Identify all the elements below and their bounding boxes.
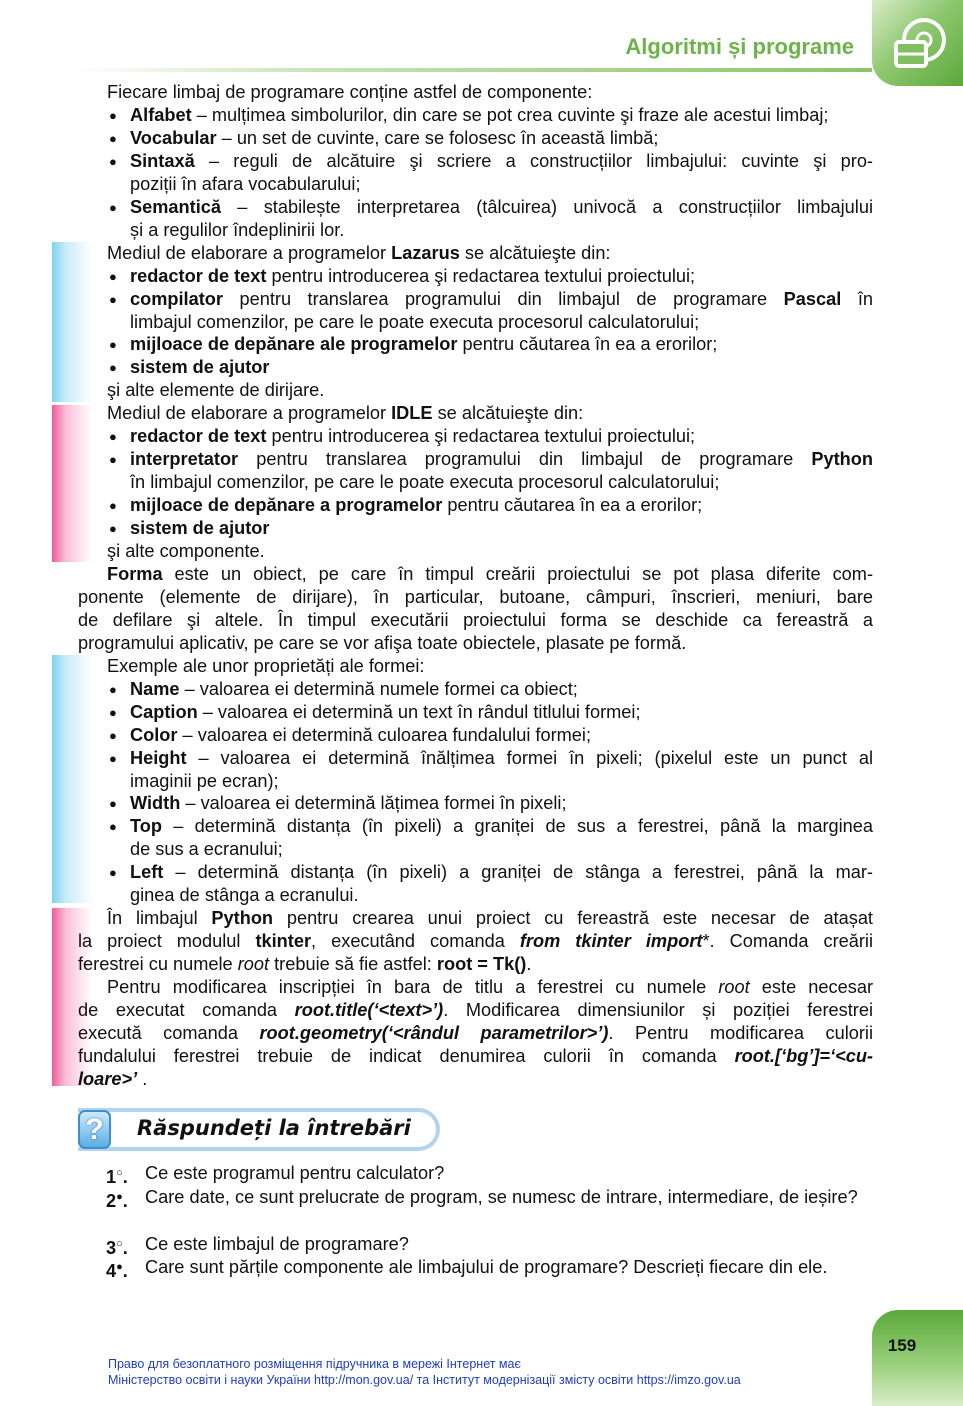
text-line [78,1068,873,1091]
text-segment: de executat comanda [78,1000,295,1020]
text-segment: , executând comanda [311,931,520,952]
text-segment: execută comanda [78,1022,260,1043]
bullet-icon: ● [109,796,117,812]
bullet-item [78,265,873,288]
text-segment: – valoarea ei determină lățimea formei în pixeli; [180,793,567,814]
emphasis-text: sistem de ajutor [130,357,270,378]
emphasis-text: Name [130,678,180,699]
difficulty-icon: ● [116,1261,123,1274]
text-segment: imaginii pe ecran); [130,770,279,791]
bullet-item [78,288,873,311]
emphasis-text: Color [130,724,178,745]
emphasis-text: Height [130,747,187,768]
text-segment: – reguli de alcătuire şi scriere a construcțiilor limbajului: cuvinte şi pro- [194,150,873,171]
emphasis-text: redactor de text [130,426,267,447]
text-segment: pentru introducerea şi redactarea textului proiectului; [266,265,696,286]
text-segment: pentru căutarea în ea a erorilor; [442,495,703,516]
text-segment: limbajul comenzilor, pe care le poate executa procesorul calculatorului; [130,311,700,332]
text-segment: Mediul de elaborare a programelor [107,403,392,424]
text-line [78,379,873,402]
bullet-icon: ● [109,819,117,835]
bullet-item [78,448,873,471]
bullet-icon: ● [109,704,117,720]
bullet-item [78,724,873,747]
text-line [78,81,873,104]
text-line [78,770,873,793]
question-item [106,1162,876,1186]
text-line [78,563,873,586]
emphasis-text: Python [811,449,873,470]
footer-notice [108,1356,741,1388]
bullet-icon: ● [109,153,117,169]
difficulty-icon: ● [116,1190,123,1203]
text-segment: poziții în afara vocabularului; [130,173,361,194]
bullet-item [78,701,873,724]
text-line [78,1045,873,1068]
text-segment: . Pentru modificarea culorii [608,1022,874,1043]
emphasis-text: Caption [130,701,198,722]
text-line [78,609,873,632]
emphasis-text: root.geometry(‘<rândul parametrilor>’) [259,1022,609,1043]
text-line [78,402,873,425]
emphasis-text: root = Tk() [436,954,527,975]
difficulty-icon: ○ [116,1167,123,1179]
text-line [78,242,873,265]
text-segment: Mediul de elaborare a programelor [107,242,392,263]
bullet-item [78,747,873,770]
text-segment: Pentru modificarea inscripției în bara de titlu a ferestrei cu numele [107,977,719,998]
text-line [78,838,873,861]
text-segment: se alcătuieşte din: [459,242,611,263]
text-line [78,540,873,563]
emphasis-text: tkinter [255,931,312,952]
question-number: 4●. [106,1261,128,1282]
text-segment: . [526,954,532,975]
text-line [78,976,873,999]
question-number: 3○. [106,1237,128,1258]
text-segment: pentru introducerea şi redactarea textului proiectului; [266,426,696,447]
text-segment: ginea de stânga a ecranului. [130,885,359,906]
bullet-icon: ● [109,681,117,697]
question-text: Ce este limbajul de programare? [145,1233,409,1254]
chapter-title: Algoritmi și programe [625,34,854,59]
text-segment: este un obiect, pe care în timpul creării proiectului se pot plasa diferite com- [162,563,873,584]
bullet-icon: ● [109,429,117,445]
emphasis-text: Vocabular [130,127,217,148]
text-segment: de defilare şi altele. În timpul executării proiectului forma se deschide ca fereastră a [78,609,873,630]
text-segment: și a regulilor îndeplinirii lor. [130,219,345,240]
text-segment: ferestrei cu numele [78,954,238,975]
bullet-item [78,104,873,127]
text-line [78,999,873,1022]
bullet-item [78,425,873,448]
emphasis-text: Sintaxă [130,150,195,171]
text-segment: în [841,288,873,309]
text-segment: pentru translarea programului din limbajul de programare [238,449,812,470]
text-line [78,907,873,930]
question-mark-icon: ? [78,1110,111,1149]
bullet-icon: ● [109,337,117,353]
bullet-icon: ● [109,199,117,215]
bullet-icon: ● [109,130,117,146]
question-item [106,1186,876,1210]
text-segment: se alcătuieşte din: [432,403,584,424]
question-text: Care date, ce sunt prelucrate de program, se numesc de intrare, intermediare, de ieșire? [145,1186,858,1207]
text-segment: – valoarea ei determină numele formei ca obiect; [179,678,578,699]
emphasis-text: root [718,977,750,998]
bullet-icon: ● [109,750,117,766]
text-segment: . [137,1068,148,1089]
question-num: 1 [106,1167,117,1188]
bullet-icon: ● [109,291,117,307]
bullet-icon: ● [109,360,117,376]
question-num: 2 [106,1190,117,1211]
emphasis-text: from tkinter import [519,931,703,952]
text-line [78,655,873,678]
text-segment: Exemple ale unor proprietăți ale formei: [107,655,425,676]
text-segment: În limbajul [107,908,212,929]
question-text: Care sunt părțile componente ale limbajului de programare? Descrieți fiecare din ele. [145,1257,828,1278]
emphasis-text: Pascal [783,288,842,309]
text-segment: programului aplicativ, pe care se vor afişa toate obiectele, plasate pe formă. [78,632,687,653]
text-segment: pentru crearea unui proiect cu fereastră este necesar de atașat [273,908,873,929]
text-line [78,471,873,494]
emphasis-text: Top [130,816,162,837]
chapter-tab [872,0,963,86]
text-segment: Fiecare limbaj de programare conține astfel de componente: [107,82,593,102]
footer-line-2: Міністерство освіти і науки України http://mon.gov.ua/ та Інститут модернізації змісту освіти https://imzo.gov.ua [108,1373,741,1387]
text-line [78,930,873,953]
difficulty-icon: ○ [116,1237,123,1250]
text-segment: şi alte elemente de dirijare. [107,380,325,401]
emphasis-text: interpretator [130,449,239,470]
question-num: 4 [106,1261,117,1282]
text-line [78,1022,873,1045]
emphasis-text: compilator [130,288,223,309]
bullet-icon: ● [109,107,117,123]
emphasis-text: IDLE [391,403,433,424]
bullet-icon: ● [109,521,117,537]
emphasis-text: loare>’ [78,1068,138,1089]
text-segment: – determină distanța (în pixeli) a graniței de stânga a ferestrei, până la mar- [163,862,873,883]
question-item [106,1233,876,1257]
emphasis-text: redactor de text [130,265,267,286]
bullet-item [78,861,873,884]
text-line [78,884,873,907]
bullet-item [78,815,873,838]
bullet-item [78,333,873,356]
bullet-icon: ● [109,727,117,743]
text-line [78,173,873,196]
emphasis-text: root.title(‘<text>’) [294,1000,444,1020]
emphasis-text: Left [130,862,164,883]
bullet-icon: ● [109,498,117,514]
text-segment: ponente (elemente de dirijare), în particular, butoane, câmpuri, înscrieri, meniuri, bare [78,586,873,607]
text-segment: de sus a ecranului; [130,839,283,860]
bullet-icon: ● [109,865,117,881]
footer-line-1: Право для безоплатного розміщення підручника в мережі Інтернет має [108,1357,521,1371]
text-segment: este necesar [749,977,873,998]
text-line [78,953,873,976]
bullet-item [78,792,873,815]
bullet-item [78,494,873,517]
page-number-tab [872,1310,963,1406]
text-line [78,219,873,242]
bullet-item [78,196,873,219]
text-segment: *. Comanda creării [702,931,873,952]
text-line [78,311,873,334]
emphasis-text: root.[‘bg’]=‘<cu- [734,1045,873,1066]
text-segment: – valoarea ei determină un text în rândul titlului formei; [197,701,641,722]
text-segment: . Modificarea dimensiunilor și poziției ferestrei [443,1000,873,1020]
question-text: Ce este programul pentru calculator? [145,1163,445,1183]
question-number: 2●. [106,1190,128,1211]
bullet-item [78,150,873,173]
emphasis-text: Python [211,908,274,929]
text-segment: – valoarea ei determină înălțimea formei în pixeli; (pixelul este un punct al [186,747,873,768]
text-segment: şi alte componente. [107,541,265,561]
emphasis-text: Alfabet [130,104,192,125]
emphasis-text: Width [130,793,181,814]
bullet-item [78,517,873,540]
text-segment: – un set de cuvinte, care se folosesc în această limbă; [216,127,659,148]
bullet-icon: ● [109,452,117,468]
text-segment: – determină distanța (în pixeli) a graniței de sus a ferestrei, până la marginea [161,816,873,837]
header-divider [75,68,872,72]
text-segment: fundalului ferestrei trebuie de indicat denumirea culorii în comanda [78,1045,735,1066]
bullet-item [78,356,873,379]
emphasis-text: root [237,954,270,975]
text-segment: pentru translarea programului din limbajul de programare [222,288,784,309]
emphasis-text: Lazarus [391,242,460,263]
bullet-item [78,127,873,150]
emphasis-text: mijloace de depănare ale programelor [130,334,458,355]
emphasis-text: mijloace de depănare a programelor [130,495,443,516]
question-number: 1○. [106,1167,128,1188]
text-line [78,632,873,655]
question-num: 3 [106,1237,117,1258]
disk-folder-icon [890,14,950,74]
emphasis-text: Semantică [130,196,221,217]
bullet-item [78,678,873,701]
text-segment: la proiect modulul [78,931,256,952]
text-line [78,586,873,609]
page-number: 159 [887,1336,917,1355]
text-segment: pentru căutarea în ea a erorilor; [457,334,718,355]
emphasis-text: Forma [107,563,163,584]
text-segment: – valoarea ei determină culoarea fundalului formei; [177,724,591,745]
text-segment: în limbajul comenzilor, pe care le poate executa procesorul calculatorului; [130,472,720,493]
emphasis-text: sistem de ajutor [130,518,270,539]
questions-title: Răspundeți la întrebări [137,1116,411,1140]
text-segment: – stabilește interpretarea (tâlcuirea) univocă a construcțiilor limbajului [220,196,873,217]
text-segment: trebuie să fie astfel: [269,954,437,975]
text-segment: – mulțimea simbolurilor, din care se pot crea cuvinte şi fraze ale acestui limbaj; [191,104,829,125]
bullet-icon: ● [109,268,117,284]
question-item [106,1256,876,1280]
